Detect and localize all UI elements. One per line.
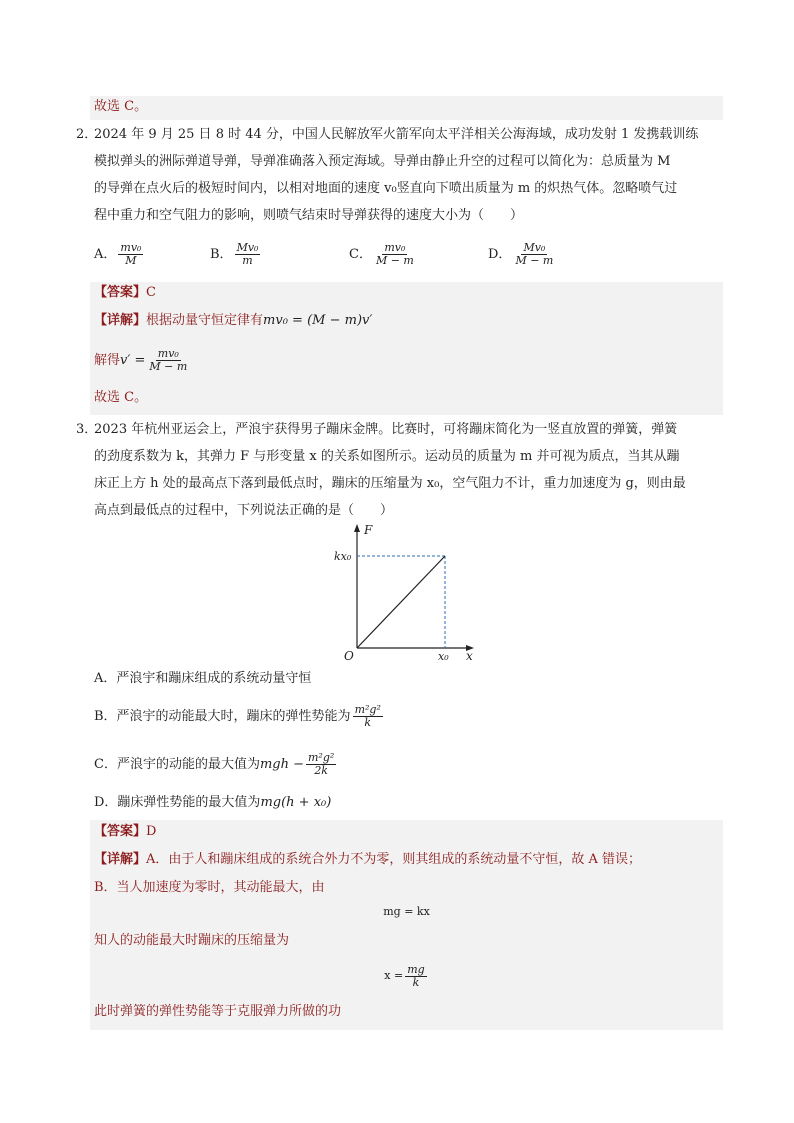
- q3-equation-2: x = $\frac{mg}{k}$: [384, 962, 425, 989]
- q2-option-a: A． $\frac{\text{mv₀}}{M}$: [94, 241, 142, 267]
- q3-last-line: 此时弹簧的弹性势能等于克服弹力所做的功: [94, 1004, 342, 1019]
- q2-line-3: 的导弹在点火后的极短时间内，以相对地面的速度 v₀竖直向下喷出质量为 m 的炽热气体。忽略喷气过: [94, 181, 678, 196]
- q3-detail-b: B．当人加速度为零时，其动能最大，由: [94, 880, 325, 895]
- x-tick-label: x₀: [438, 650, 449, 663]
- q3-option-c: C．严浪宇的动能的最大值为mgh − $\frac{\text{m²g²}}{2k}$: [94, 751, 335, 777]
- answer-band-q1: [90, 96, 723, 120]
- q3-number: 3．: [76, 422, 98, 437]
- q3-line-4: 高点到最低点的过程中，下列说法正确的是（ ）: [94, 503, 394, 518]
- q2-line-4: 程中重力和空气阻力的影响，则喷气结束时导弹获得的速度大小为（ ）: [94, 208, 524, 223]
- q2-option-d: D． $\frac{\text{Mv₀}}{M - m}$: [488, 241, 554, 267]
- q2-line-1: 2024 年 9 月 25 日 8 时 44 分，中国人民解放军火箭军向太平洋相关公海海域，成功发射 1 发携载训练: [94, 127, 699, 142]
- q2-option-c: C． $\frac{\text{mv₀}}{M - m}$: [349, 241, 414, 267]
- q3-line-2: 的劲度系数为 k，其弹力 F 与形变量 x 的关系如图所示。运动员的质量为 m 并可视为质点，当其从蹦: [94, 449, 680, 464]
- y-axis-label: F: [364, 523, 373, 537]
- q2-answer: 【答案】C: [94, 285, 156, 300]
- q3-option-b: B．严浪宇的动能最大时，蹦床的弹性势能为 $\frac{\text{m²g²}}{k}$: [94, 703, 381, 729]
- force-line: [357, 556, 445, 648]
- q3-detail-a: 【详解】A．由于人和蹦床组成的系统合外力不为零，则其组成的系统动量不守恒，故 A 错误；: [94, 852, 642, 867]
- y-axis-arrow: [354, 524, 360, 532]
- y-tick-label: kx₀: [334, 550, 352, 563]
- force-displacement-graph: [330, 520, 480, 665]
- q3-option-a: A．严浪宇和蹦床组成的系统动量守恒: [94, 671, 312, 686]
- q2-option-b: B． $\frac{\text{Mv₀}}{m}$: [210, 241, 259, 267]
- origin-label: O: [344, 649, 354, 663]
- q3-line-3: 床正上方 h 处的最高点下落到最低点时，蹦床的压缩量为 x₀，空气阻力不计，重力加速度为 g，则由最: [94, 476, 686, 491]
- q2-solve: 解得v′ = $\frac{\text{mv₀}}{M - m}$: [94, 347, 188, 373]
- q2-number: 2．: [76, 127, 98, 142]
- q2-final: 故选 C。: [94, 390, 148, 405]
- x-axis-label: x: [466, 649, 473, 663]
- q3-line-1: 2023 年杭州亚运会上，严浪宇获得男子蹦床金牌。比赛时，可将蹦床简化为一竖直放置的弹簧，弹簧: [94, 422, 678, 437]
- q3-answer: 【答案】D: [94, 824, 157, 839]
- q2-detail: 【详解】根据动量守恒定律有mv₀ = (M − m)v′: [94, 313, 373, 328]
- q2-line-2: 模拟弹头的洲际弹道导弹，导弹准确落入预定海域。导弹由静止升空的过程可以简化为：总质量为 M: [94, 154, 671, 169]
- q3-equation-1: mg = kx: [383, 905, 430, 918]
- q3-know: 知人的动能最大时蹦床的压缩量为: [94, 933, 290, 948]
- q1-final-answer: 故选 C。: [94, 99, 148, 114]
- q3-option-d: D．蹦床弹性势能的最大值为mg(h + x₀): [94, 795, 332, 810]
